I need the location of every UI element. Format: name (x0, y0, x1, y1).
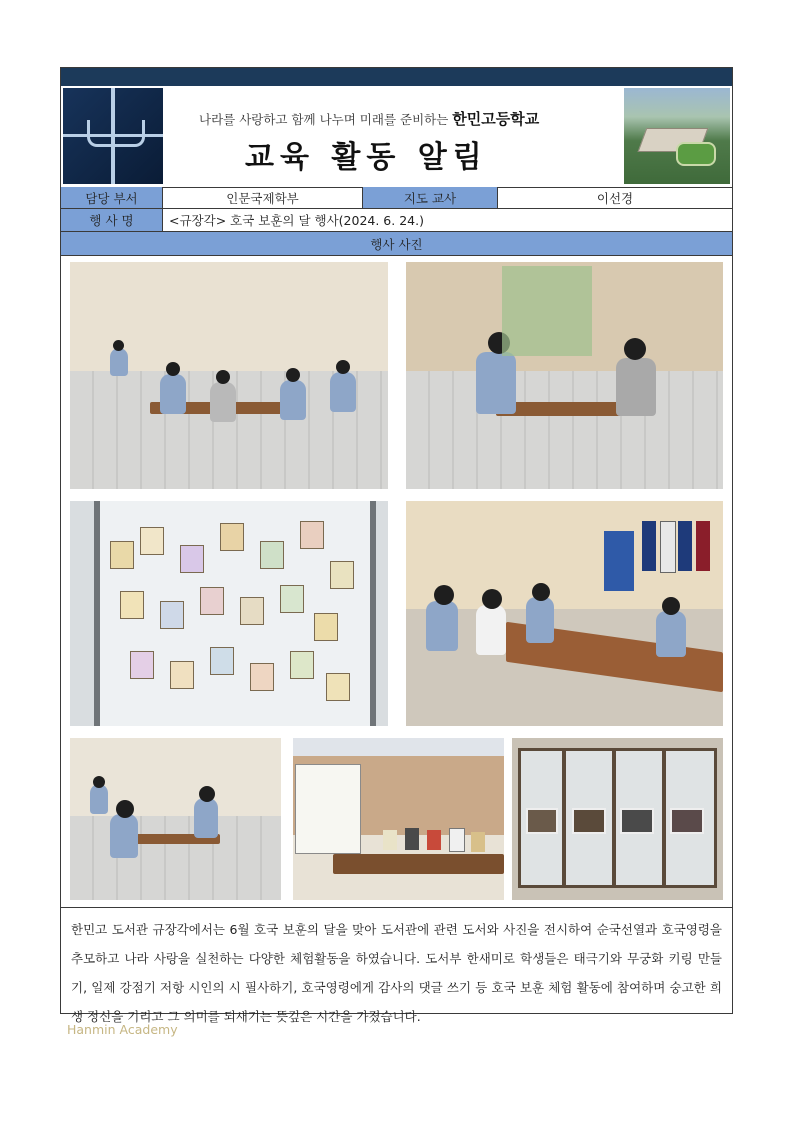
photo-note-wall (70, 501, 388, 726)
teacher-label: 지도 교사 (363, 187, 498, 208)
header-bar (61, 68, 732, 86)
event-label: 행 사 명 (61, 209, 163, 231)
footer-text: Hanmin Academy (67, 1022, 178, 1037)
photo-students-group (70, 738, 281, 900)
photo-book-display (293, 738, 504, 900)
slogan-text: 나라를 사랑하고 함께 나누며 미래를 준비하는 (199, 112, 449, 127)
photo-students-writing (406, 262, 723, 489)
school-slogan (199, 108, 539, 129)
photo-students-reading-room (70, 262, 388, 489)
photos-label-row (61, 232, 732, 256)
info-row-event (61, 209, 732, 232)
photo-window-gallery (512, 738, 723, 900)
photos-label: 행사 사진 (370, 236, 423, 252)
event-value: <규장각> 호국 보훈의 달 행사(2024. 6. 24.) (169, 213, 424, 228)
campus-aerial-photo (624, 88, 730, 184)
school-name: 한민고등학교 (452, 110, 540, 128)
page-title: 교육 활동 알림 (245, 140, 488, 175)
school-logo-icon (63, 88, 163, 184)
info-row-dept (61, 187, 732, 209)
dept-value: 인문국제학부 (163, 187, 363, 208)
activity-description: 한민고 도서관 규장각에서는 6월 호국 보훈의 달을 맞아 도서관에 관련 도서와 사진을 전시하여 순국선열과 호국영령을 추모하고 나라 사랑을 실천하는 다양한 체험활동을 하였습니다. 도서부 한새미로 학생들은 태극기와 무궁화 키링 만들기, 일제 강점기 저항 시인의 시 필사하기, 호국영령에게 감사의 댓글 쓰기 등 호국 보훈 체험 활동에 참여하며 숭고한 희생 정신을 기리고 그 의미를 되새기는 뜻깊은 시간을 가졌습니다. (71, 922, 722, 1024)
header (61, 86, 732, 188)
teacher-value: 이선경 (596, 190, 634, 206)
notice-sheet (60, 67, 733, 1024)
dept-label: 담당 부서 (61, 187, 163, 208)
photo-grid (61, 256, 732, 908)
photo-library-table (406, 501, 723, 726)
